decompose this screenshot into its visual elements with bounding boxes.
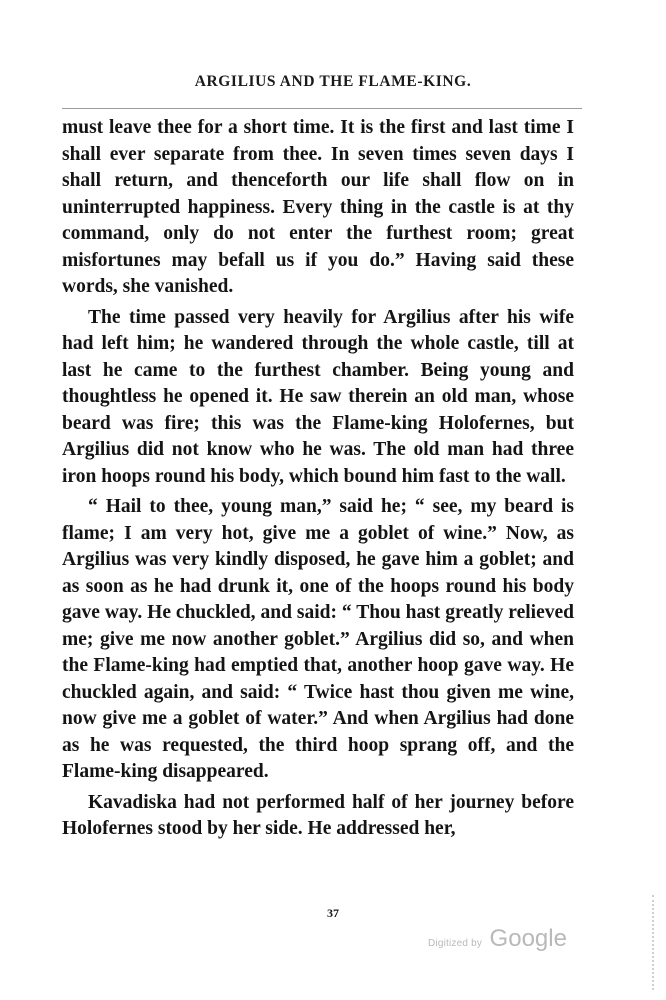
paragraph-4: Kavadiska had not performed half of her journey before Holofernes stood by her side. He addressed her, <box>62 791 574 839</box>
watermark-prefix: Digitized by <box>428 938 483 949</box>
page-number: 37 <box>327 906 339 920</box>
paragraph-1: must leave thee for a short time. It is the first and last time I shall ever separate from thee. In seven times seven days I shall return, and thenceforth our life shall flow on in uninterrupted happiness. Every thing in the castle is at thy command, only do not enter the furthest room; great misfortunes may befall us if you do.” Having said these words, she vanished. <box>62 117 574 297</box>
paragraph-3: “ Hail to thee, young man,” said he; “ see, my beard is flame; I am very hot, give me a goblet of wine.” Now, as Argilius was very kindly disposed, he gave him a goblet; and as soon as he had drunk it, one of the hoops round his body gave way. He chuckled, and said: “ Thou hast greatly relieved me; give me now another goblet.” Argilius did so, and when the Flame-king had emptied that, another hoop gave way. He chuckled again, and said: “ Twice hast thou given me wine, now give me a goblet of water.” And when Argilius had done as he was requested, the third hoop sprang off, and the Flame-king disappeared. <box>62 496 574 782</box>
paragraph-2: The time passed very heavily for Argilius after his wife had left him; he wandered through the whole castle, till at last he came to the furthest chamber. Being young and thoughtless he opened it. He saw therein an old man, whose beard was fire; this was the Flame-king Holofernes, but Argilius did not know who he was. The old man had three iron hoops round his body, which bound him fast to the wall. <box>62 306 574 487</box>
header-rule <box>62 108 582 109</box>
running-title: ARGILIUS AND THE FLAME-KING. <box>194 73 472 90</box>
watermark-brand: Google <box>489 925 567 952</box>
digitized-watermark <box>428 925 567 953</box>
scan-edge-marks <box>652 895 657 990</box>
page-body <box>62 115 574 843</box>
